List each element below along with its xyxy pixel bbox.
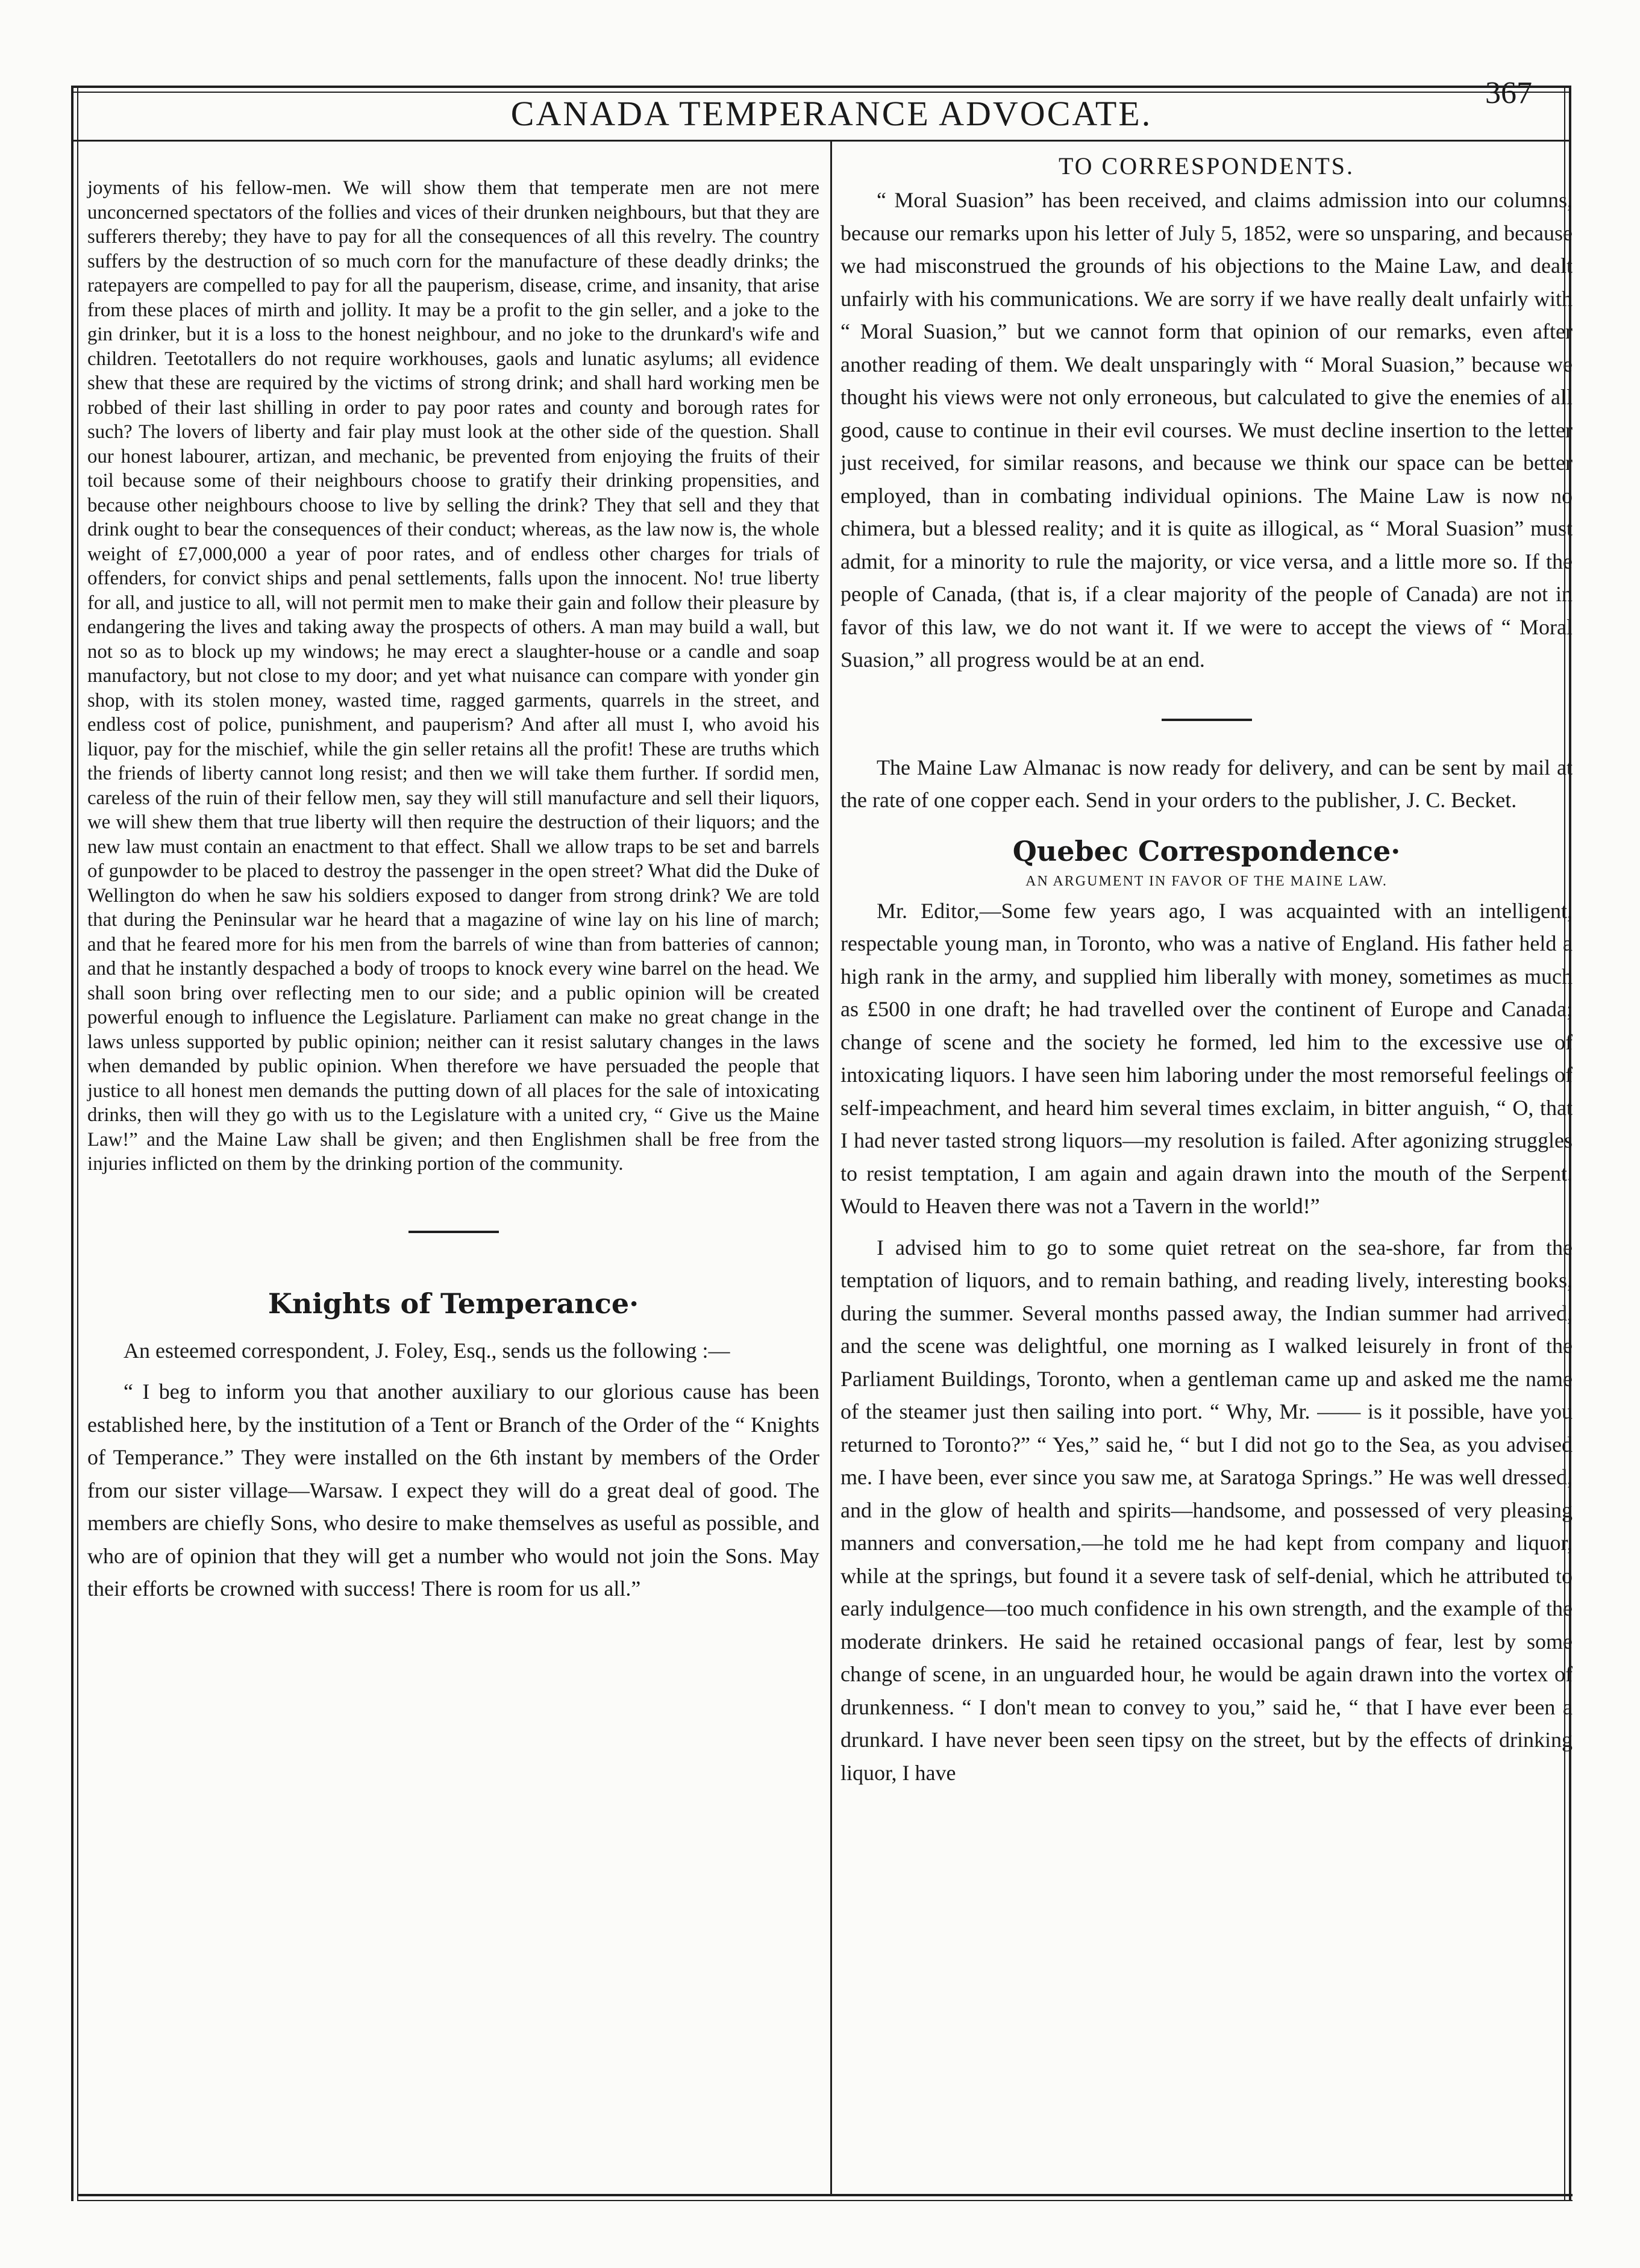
page-number: 367 [1485,76,1532,110]
knights-letter-text: “ I beg to inform you that another auxiliary to our glorious cause has been established here, by the institution of a Tent or Branch of the Order of the “ Knights of Temperance.” They were installed on the 6th instant by members of the Order from our sister village—Warsaw. I expect they will do a great deal of good. The members are chiefly Sons, who desire to make themselves as useful as possible, and who are of opinion that they will get a number who would not join the Sons. May their efforts be crowned with success! There is room for us all.” [87,1379,819,1601]
right-column [840,152,1573,1789]
section-divider [1162,719,1252,721]
quebec-paragraph-1: Mr. Editor,—Some few years ago, I was acquainted with an intelligent, respectable young man, in Toronto, who was a native of England. His father held a high rank in the army, and supplied him liberally with money, sometimes as much as £500 in one draft; he had travelled over the continent of Europe and Canada; change of scene and the society he formed, led him to the excessive use of intoxicating liquors. I have seen him laboring under the most remorseful feelings of self-impeachment, and heard him several times exclaim, in bitter anguish, “ O, that I had never tasted strong liquors—my resolution is failed. After agonizing struggles to resist temptation, I am again and again drawn into the mouth of the Serpent. Would to Heaven there was not a Tavern in the world!” [840,898,1573,1218]
left-border-rule [71,86,74,2201]
to-correspondents-heading: TO CORRESPONDENTS. [1058,152,1355,180]
quebec-correspondence-heading: Quebec Correspondence· [1012,834,1401,867]
section-divider [408,1231,499,1233]
continued-article-text: joyments of his fellow-men. We will show them that temperate men are not mere unconcerned spectators of the follies and vices of their drunken neighbours, but that they are sufferers thereby; they have to pay for all the consequences of all this revelry. The country suffers by the destruction of so much corn for the manufacture of these deadly drinks; the ratepayers are compelled to pay for all the pauperism, disease, crime, and insanity, that arise from these places of mirth and jollity. It may be a profit to the gin seller, and a joke to the gin drinker, but it is a loss to the honest neighbour, and no joke to the drunkard's wife and children. Teetotallers do not require workhouses, gaols and lunatic asylums; all evidence shew that these are required by the victims of strong drink; and shall hard working men be robbed of their last shilling in order to pay poor rates and county and borough rates for such? The lovers of liberty and fair play must look at the other side of the question. Shall our honest labourer, artizan, and mechanic, be prevented from enjoying the fruits of their toil because some of their neighbours choose to gratify their drinking propensities, and because other neighbours choose to live by selling the drink? They that sell and they that drink ought to bear the consequences of their conduct; whereas, as the law now is, the whole weight of £7,000,000 a year of poor rates, and of endless other charges for trials of offenders, for convict ships and penal settlements, falls upon the innocent. No! true liberty for all, and justice to all, will not permit men to make their gain and follow their pleasure by endangering the lives and taking away the prospects of others. A man may build a wall, but not so as to block up my windows; he may erect a slaughter-house or a candle and soap manufactory, but not close to my door; and yet what nuisance can compare with yonder gin shop, with its stolen money, wasted time, ragged garments, quarrels in the street, and endless cost of police, punishment, and pauperism? And after all must I, who avoid his liquor, pay for the mischief, while the gin seller retains all the profit! These are truths which the friends of liberty cannot long resist; and then we will take them further. If sordid men, careless of the ruin of their fellow men, say they will still manufacture and sell their liquors, we will shew them that true liberty will then require the destruction of their liquors; and the new law must contain an enactment to that effect. Shall we allow traps to be set and barrels of gunpowder to be placed to destroy the passenger in the open street? What did the Duke of Wellington do when he saw his soldiers exposed to danger from strong drink? We are told that during the Peninsular war he heard that a magazine of wine lay on his line of march; and that he feared more for his men from the barrels of wine than from batteries of cannon; and that he instantly despached a body of troops to knock every wine barrel on the head. We shall soon bring over reflecting men to our side; and a public opinion will be created powerful enough to influence the Legislature. Parliament can make no great change in the laws unless supported by public opinion; neither can it resist salutary changes in the laws when demanded by public opinion. When therefore we have persuaded the people that justice to all honest men demands the putting down of all places for the sale of intoxicating drinks, then will they go with us to the Legislature with a united cry, “ Give us the Maine Law!” and the Maine Law shall be given; and then Englishmen shall be free from the injuries inflicted on them by the drinking portion of the community. [87,177,819,1175]
header-bottom-rule [71,140,1570,142]
knights-of-temperance-heading: Knights of Temperance· [268,1287,639,1320]
column-divider [830,140,832,2194]
bottom-border-rule-thin [78,2200,1573,2201]
bottom-border-rule [78,2194,1573,2196]
correspondents-text: “ Moral Suasion” has been received, and claims admission into our columns, because our remarks upon his letter of July 5, 1852, were so unsparing, and because we had misconstrued the grounds of his objections to the Maine Law, and dealt unfairly with his communications. We are sorry if we have really dealt unfairly with “ Moral Suasion,” but we cannot form that opinion of our remarks, even after another reading of them. We dealt unsparingly with “ Moral Suasion,” because we thought his views were not only erroneous, but calculated to give the enemies of all good, cause to continue in their evil courses. We must decline insertion to the letter just received, for similar reasons, and because we think our space can be better employed, than in combating individual opinions. The Maine Law is now no chimera, but a blessed reality; and it is quite as illogical, as “ Moral Suasion” must admit, for a minority to rule the majority, or vice versa, and a little more so. If the people of Canada, (that is, if a clear majority of the people of Canada) are not in favor of this law, we do not want it. If we were to accept the views of “ Moral Suasion,” all progress would be at an end. [840,188,1573,672]
top-border-rule-thin [71,92,1570,93]
left-column [87,176,819,1605]
left-border-rule-thin [77,86,78,2201]
quebec-subheading: AN ARGUMENT IN FAVOR OF THE MAINE LAW. [1025,873,1388,889]
almanac-notice-text: The Maine Law Almanac is now ready for delivery, and can be sent by mail at the rate of one copper each. Send in your orders to the publisher, J. C. Becket. [840,755,1573,812]
top-border-rule [71,86,1570,88]
masthead-title: CANADA TEMPERANCE ADVOCATE. [510,94,1153,133]
knights-intro-text: An esteemed correspondent, J. Foley, Esq., sends us the following :— [124,1338,730,1363]
quebec-paragraph-2: I advised him to go to some quiet retreat on the sea-shore, far from the temptation of liquors, and to remain bathing, and reading lively, interesting books, during the summer. Several months passed away, the Indian summer had arrived, and the scene was delightful, one morning as I walked leisurely in front of the Parliament Buildings, Toronto, when a gentleman came up and asked me the name of the steamer just then sailing into port. “ Why, Mr. —— is it possible, have you returned to Toronto?” “ Yes,” said he, “ but I did not go to the Sea, as you advised me. I have been, ever since you saw me, at Saratoga Springs.” He was well dressed, and in the glow of health and spirits—handsome, and possessed of very pleasing manners and conversation,—he told me he had kept from company and liquor, while at the springs, but found it a severe task of self-denial, which he attributed to early indulgence—too much confidence in his own strength, and the example of the moderate drinkers. He said he retained occasional pangs of fear, lest by some change of scene, in an unguarded hour, he would be again drawn into the vortex of drunkenness. “ I don't mean to convey to you,” said he, “ that I have ever been a drunkard. I have never been seen tipsy on the street, but by the effects of drinking liquor, I have [840,1235,1573,1785]
